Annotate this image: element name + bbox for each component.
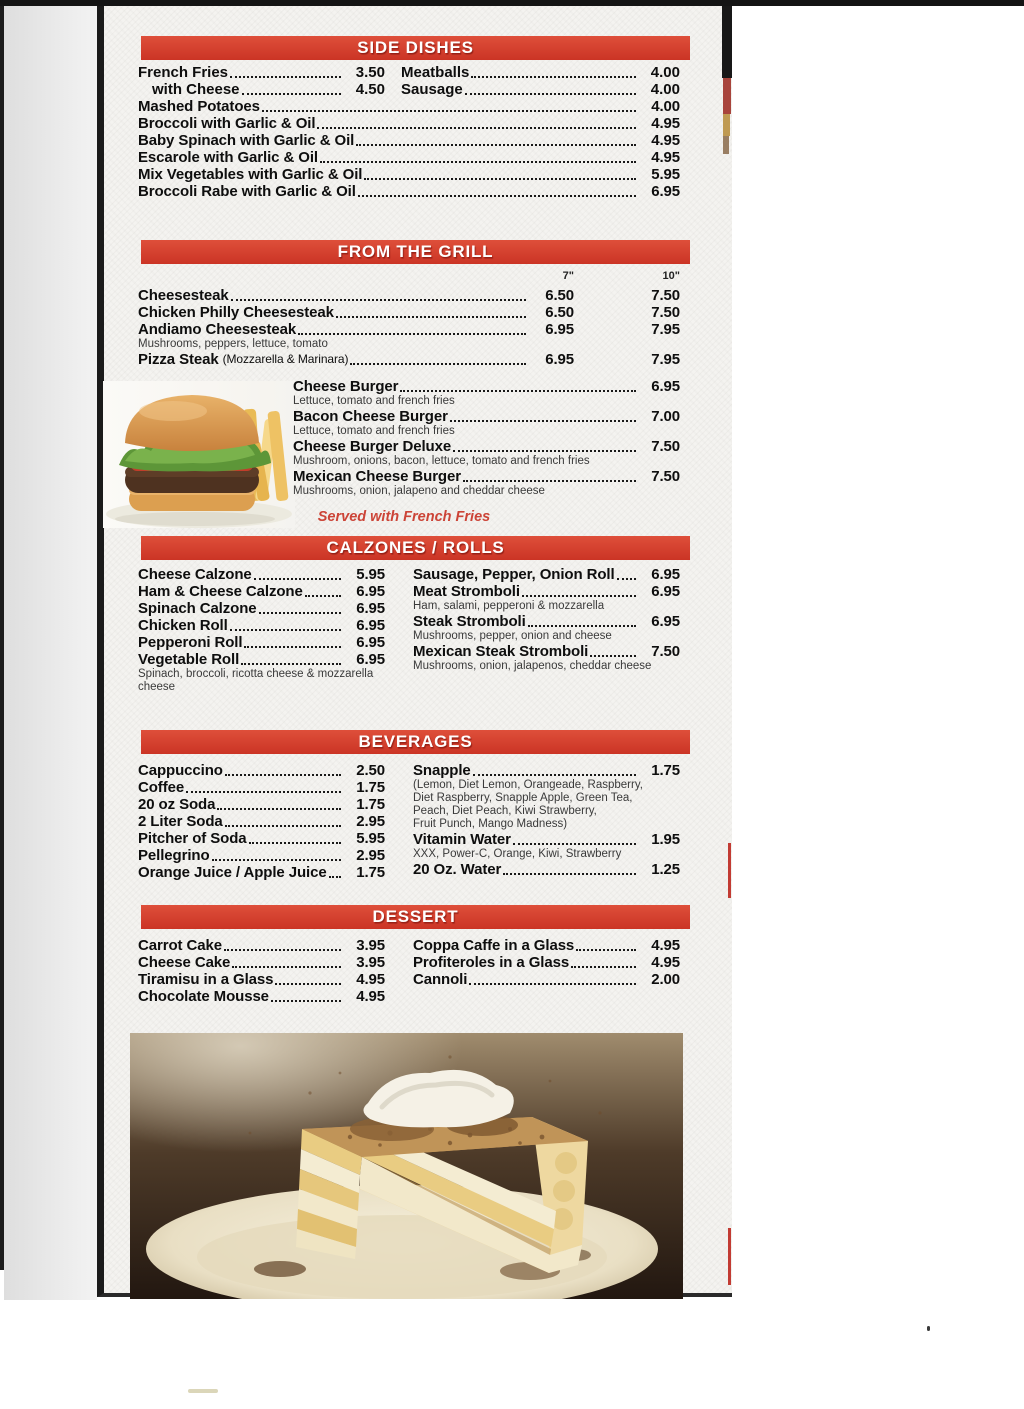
dotted-leader: [503, 873, 636, 875]
item-name: Vegetable Roll: [138, 651, 240, 668]
menu-item-row: [138, 304, 680, 321]
item-price-10in: 7.95: [651, 351, 680, 368]
menu-item-row: [138, 813, 385, 830]
menu-item-row: [413, 762, 680, 779]
item-price-7in: 6.95: [545, 351, 574, 368]
item-price: 2.00: [651, 971, 680, 988]
menu-item-row: [413, 613, 680, 630]
item-name: Sausage, Pepper, Onion Roll: [413, 566, 615, 583]
item-description: Mushrooms, onion, jalapeno and cheddar cheese: [293, 485, 545, 497]
item-price: 6.95: [651, 566, 680, 583]
item-price: 4.50: [355, 81, 385, 98]
item-description: Mushrooms, peppers, lettuce, tomato: [138, 338, 328, 350]
section-header-side-dishes: SIDE DISHES: [141, 36, 690, 60]
item-price: 7.00: [651, 408, 680, 425]
item-name: Mix Vegetables with Garlic & Oil: [138, 166, 363, 183]
dotted-leader: [254, 578, 341, 580]
menu-item-row: [138, 149, 680, 166]
menu-pair-row: [138, 81, 680, 98]
side-dishes-list: [138, 64, 680, 200]
dotted-leader: [232, 966, 341, 968]
item-name: Baby Spinach with Garlic & Oil: [138, 132, 355, 149]
item-name: French Fries: [138, 64, 229, 81]
dotted-leader: [249, 842, 341, 844]
item-price: 4.95: [651, 149, 680, 166]
item-description: Ham, salami, pepperoni & mozzarella: [413, 600, 605, 612]
dessert-right-column: [413, 937, 680, 988]
item-price: 3.95: [356, 954, 385, 971]
scan-smudge: [188, 1389, 218, 1393]
dotted-leader: [241, 663, 341, 665]
item-price: 7.50: [651, 468, 680, 485]
dotted-leader: [225, 774, 341, 776]
item-price-10in: 7.50: [651, 304, 680, 321]
menu-item-row: [413, 861, 680, 878]
item-price-7in: 6.50: [545, 304, 574, 321]
menu-item-row: [413, 566, 680, 583]
item-price-10in: 7.50: [651, 287, 680, 304]
item-price: 6.95: [356, 651, 385, 668]
dotted-leader: [186, 791, 341, 793]
section-header-beverages: BEVERAGES: [141, 730, 690, 754]
item-price: 6.95: [356, 600, 385, 617]
dotted-leader: [329, 876, 341, 878]
dotted-leader: [473, 774, 636, 776]
item-name: Andiamo Cheesesteak: [138, 321, 297, 338]
grill-size-columns: [138, 270, 680, 282]
dotted-leader: [336, 316, 526, 318]
item-name: Cheese Burger: [293, 378, 399, 395]
item-name: Cheese Calzone: [138, 566, 252, 583]
item-name: Orange Juice / Apple Juice: [138, 864, 327, 881]
item-description: XXX, Power-C, Orange, Kiwi, Strawberry: [413, 848, 622, 860]
menu-item-row: [138, 762, 385, 779]
item-price: 3.50: [355, 64, 385, 81]
item-description-line: Fruit Punch, Mango Madness): [413, 818, 568, 830]
dotted-leader: [225, 825, 341, 827]
item-price: 1.75: [356, 864, 385, 881]
menu-item-row: [138, 864, 385, 881]
item-price: 4.95: [356, 971, 385, 988]
menu-paper: [97, 6, 732, 1297]
item-description: Mushrooms, onion, jalapenos, cheddar cheese: [413, 660, 652, 672]
beverages-left-column: [138, 762, 385, 881]
dotted-leader: [471, 76, 636, 78]
item-description-line: cheese: [138, 681, 176, 693]
item-price: 2.50: [356, 762, 385, 779]
menu-item-row: [138, 830, 385, 847]
dotted-leader: [590, 655, 636, 657]
item-name: Mashed Potatoes: [138, 98, 260, 115]
item-name: Pizza Steak: [138, 351, 219, 368]
item-name: 2 Liter Soda: [138, 813, 223, 830]
spine-color-red: [723, 78, 731, 114]
item-description: Lettuce, tomato and french fries: [293, 425, 455, 437]
item-name: Profiteroles in a Glass: [413, 954, 570, 971]
cheeseburger-fries-photo: [103, 381, 295, 528]
item-price: 4.95: [356, 988, 385, 1005]
menu-item-row: [138, 321, 680, 338]
dotted-leader: [262, 110, 636, 112]
item-name: 20 oz Soda: [138, 796, 216, 813]
menu-item-row: [138, 971, 385, 988]
item-name: Cheese Burger Deluxe: [293, 438, 452, 455]
dotted-leader: [320, 161, 636, 163]
item-name: Sausage: [401, 81, 463, 98]
item-price: 6.95: [356, 617, 385, 634]
item-name: 20 Oz. Water: [413, 861, 502, 878]
item-name: Cheese Cake: [138, 954, 231, 971]
beverages-right-column: [413, 762, 680, 878]
item-price-10in: 7.95: [651, 321, 680, 338]
menu-item-row: [138, 617, 385, 634]
menu-item-row: [138, 166, 680, 183]
item-description-line: Spinach, broccoli, ricotta cheese & mozzarella: [138, 668, 374, 680]
dotted-leader: [465, 93, 636, 95]
menu-item-row: [413, 583, 680, 600]
dotted-leader: [230, 629, 341, 631]
menu-pair-row: [138, 64, 680, 81]
dotted-leader: [469, 983, 636, 985]
spine-color-brown: [723, 136, 729, 154]
menu-item-row: [413, 954, 680, 971]
item-name: Cannoli: [413, 971, 468, 988]
item-price: 4.00: [650, 81, 680, 98]
item-price: 7.50: [651, 438, 680, 455]
burger-list: [293, 378, 680, 498]
menu-item-row: [138, 566, 385, 583]
item-price: 4.95: [651, 954, 680, 971]
item-description-line: (Lemon, Diet Lemon, Orangeade, Raspberry,: [413, 779, 643, 791]
menu-item-row: [413, 971, 680, 988]
item-price: 6.95: [651, 183, 680, 200]
item-price: 5.95: [356, 830, 385, 847]
item-name: Meat Stromboli: [413, 583, 520, 600]
item-description: Lettuce, tomato and french fries: [293, 395, 455, 407]
menu-item-row: [138, 183, 680, 200]
menu-item-row: [138, 132, 680, 149]
item-price: 1.95: [651, 831, 680, 848]
item-name: Chicken Philly Cheesesteak: [138, 304, 334, 321]
menu-item-row: [413, 937, 680, 954]
item-name: Pepperoni Roll: [138, 634, 243, 651]
dotted-leader: [271, 1000, 341, 1002]
menu-item-row: [138, 954, 385, 971]
item-price: 4.95: [651, 937, 680, 954]
menu-item-row: [401, 64, 680, 81]
item-name: Mexican Steak Stromboli: [413, 643, 589, 660]
item-price: 7.50: [651, 643, 680, 660]
item-name: Pellegrino: [138, 847, 210, 864]
dotted-leader: [522, 595, 636, 597]
size-label-7in: 7": [562, 270, 574, 282]
dotted-leader: [298, 333, 526, 335]
item-name: Vitamin Water: [413, 831, 511, 848]
item-name: Bacon Cheese Burger: [293, 408, 448, 425]
menu-item-row: [138, 64, 385, 81]
item-price: 4.00: [651, 98, 680, 115]
menu-item-row: [138, 937, 385, 954]
item-description-line: Diet Raspberry, Snapple Apple, Green Tea,: [413, 792, 633, 804]
dotted-leader: [212, 859, 341, 861]
menu-item-row: [138, 796, 385, 813]
item-price: 1.25: [651, 861, 680, 878]
dotted-leader: [259, 612, 341, 614]
tiramisu-dessert-photo: [130, 1033, 683, 1299]
scanner-margin: [4, 6, 97, 1300]
dotted-leader: [571, 966, 636, 968]
item-description: Mushroom, onions, bacon, lettuce, tomato and french fries: [293, 455, 590, 467]
menu-item-row: [138, 600, 385, 617]
spine-red-line-upper: [728, 843, 731, 898]
grill-list: [138, 287, 680, 368]
item-name: Broccoli Rabe with Garlic & Oil: [138, 183, 356, 200]
menu-item-row: [138, 634, 385, 651]
item-price: 6.95: [356, 583, 385, 600]
dotted-leader: [358, 195, 636, 197]
dotted-leader: [364, 178, 636, 180]
dotted-leader: [356, 144, 636, 146]
item-price: 1.75: [651, 762, 680, 779]
menu-item-row: [138, 583, 385, 600]
item-price: 5.95: [651, 166, 680, 183]
item-name: Mexican Cheese Burger: [293, 468, 461, 485]
item-name: Snapple: [413, 762, 471, 779]
dotted-leader: [528, 625, 636, 627]
calzones-left-column: [138, 566, 385, 694]
item-name: Carrot Cake: [138, 937, 222, 954]
menu-item-row: [138, 847, 385, 864]
dotted-leader: [217, 808, 341, 810]
menu-item-row: [138, 98, 680, 115]
scan-speck: [927, 1326, 930, 1331]
item-price: 6.95: [651, 378, 680, 395]
menu-item-row: [138, 351, 680, 368]
item-name: Steak Stromboli: [413, 613, 526, 630]
item-name: Tiramisu in a Glass: [138, 971, 274, 988]
menu-item-row: [413, 831, 680, 848]
item-price-7in: 6.50: [545, 287, 574, 304]
dotted-leader: [463, 480, 636, 482]
item-name-note: (Mozzarella & Marinara): [222, 352, 349, 366]
dotted-leader: [275, 983, 341, 985]
menu-item-row: [293, 468, 680, 485]
item-name: Coppa Caffe in a Glass: [413, 937, 575, 954]
item-description-line: Peach, Diet Peach, Kiwi Strawberry,: [413, 805, 597, 817]
dotted-leader: [305, 595, 341, 597]
section-header-from-the-grill: FROM THE GRILL: [141, 240, 690, 264]
calzones-right-column: [413, 566, 680, 673]
dotted-leader: [350, 363, 526, 365]
item-price: 2.95: [356, 847, 385, 864]
menu-item-row: [401, 81, 680, 98]
item-price: 2.95: [356, 813, 385, 830]
item-name: Ham & Cheese Calzone: [138, 583, 303, 600]
menu-item-row: [138, 115, 680, 132]
item-price: 3.95: [356, 937, 385, 954]
item-name: Cheesesteak: [138, 287, 229, 304]
dotted-leader: [242, 93, 341, 95]
dotted-leader: [576, 949, 636, 951]
item-price: 5.95: [356, 566, 385, 583]
item-name: Coffee: [138, 779, 185, 796]
menu-item-row: [293, 408, 680, 425]
item-price: 4.00: [650, 64, 680, 81]
item-price: 6.95: [651, 583, 680, 600]
menu-item-row: [413, 643, 680, 660]
booklet-spine-edge: [722, 6, 732, 78]
menu-item-row: [293, 378, 680, 395]
section-header-dessert: DESSERT: [141, 905, 690, 929]
item-name: Chocolate Mousse: [138, 988, 269, 1005]
dotted-leader: [317, 127, 636, 129]
menu-item-row: [138, 81, 385, 98]
item-name: Chicken Roll: [138, 617, 228, 634]
dotted-leader: [244, 646, 341, 648]
menu-item-row: [293, 438, 680, 455]
item-price: 6.95: [651, 613, 680, 630]
item-price: 4.95: [651, 115, 680, 132]
item-name: Escarole with Garlic & Oil: [138, 149, 318, 166]
item-price-7in: 6.95: [545, 321, 574, 338]
item-price: 4.95: [651, 132, 680, 149]
item-price: 6.95: [356, 634, 385, 651]
item-description: Mushrooms, pepper, onion and cheese: [413, 630, 612, 642]
item-name: Meatballs: [401, 64, 470, 81]
item-price: 1.75: [356, 796, 385, 813]
size-label-10in: 10": [662, 270, 680, 282]
item-price: 1.75: [356, 779, 385, 796]
menu-item-row: [138, 988, 385, 1005]
item-name: Cappuccino: [138, 762, 223, 779]
dotted-leader: [230, 76, 341, 78]
item-name: Spinach Calzone: [138, 600, 257, 617]
dotted-leader: [513, 843, 636, 845]
menu-item-row: [138, 779, 385, 796]
menu-item-row: [138, 651, 385, 668]
section-header-calzones-rolls: CALZONES / ROLLS: [141, 536, 690, 560]
spine-color-gold: [723, 114, 730, 136]
dotted-leader: [400, 390, 636, 392]
item-name: Pitcher of Soda: [138, 830, 247, 847]
dotted-leader: [224, 949, 341, 951]
served-with-fries-note: Served with French Fries: [317, 509, 491, 525]
dotted-leader: [453, 450, 636, 452]
menu-item-row: [138, 287, 680, 304]
dotted-leader: [617, 578, 636, 580]
dotted-leader: [231, 299, 526, 301]
dotted-leader: [450, 420, 636, 422]
spine-red-line-lower: [728, 1228, 731, 1285]
item-name: Broccoli with Garlic & Oil: [138, 115, 316, 132]
dessert-left-column: [138, 937, 385, 1005]
item-name: with Cheese: [152, 81, 240, 98]
